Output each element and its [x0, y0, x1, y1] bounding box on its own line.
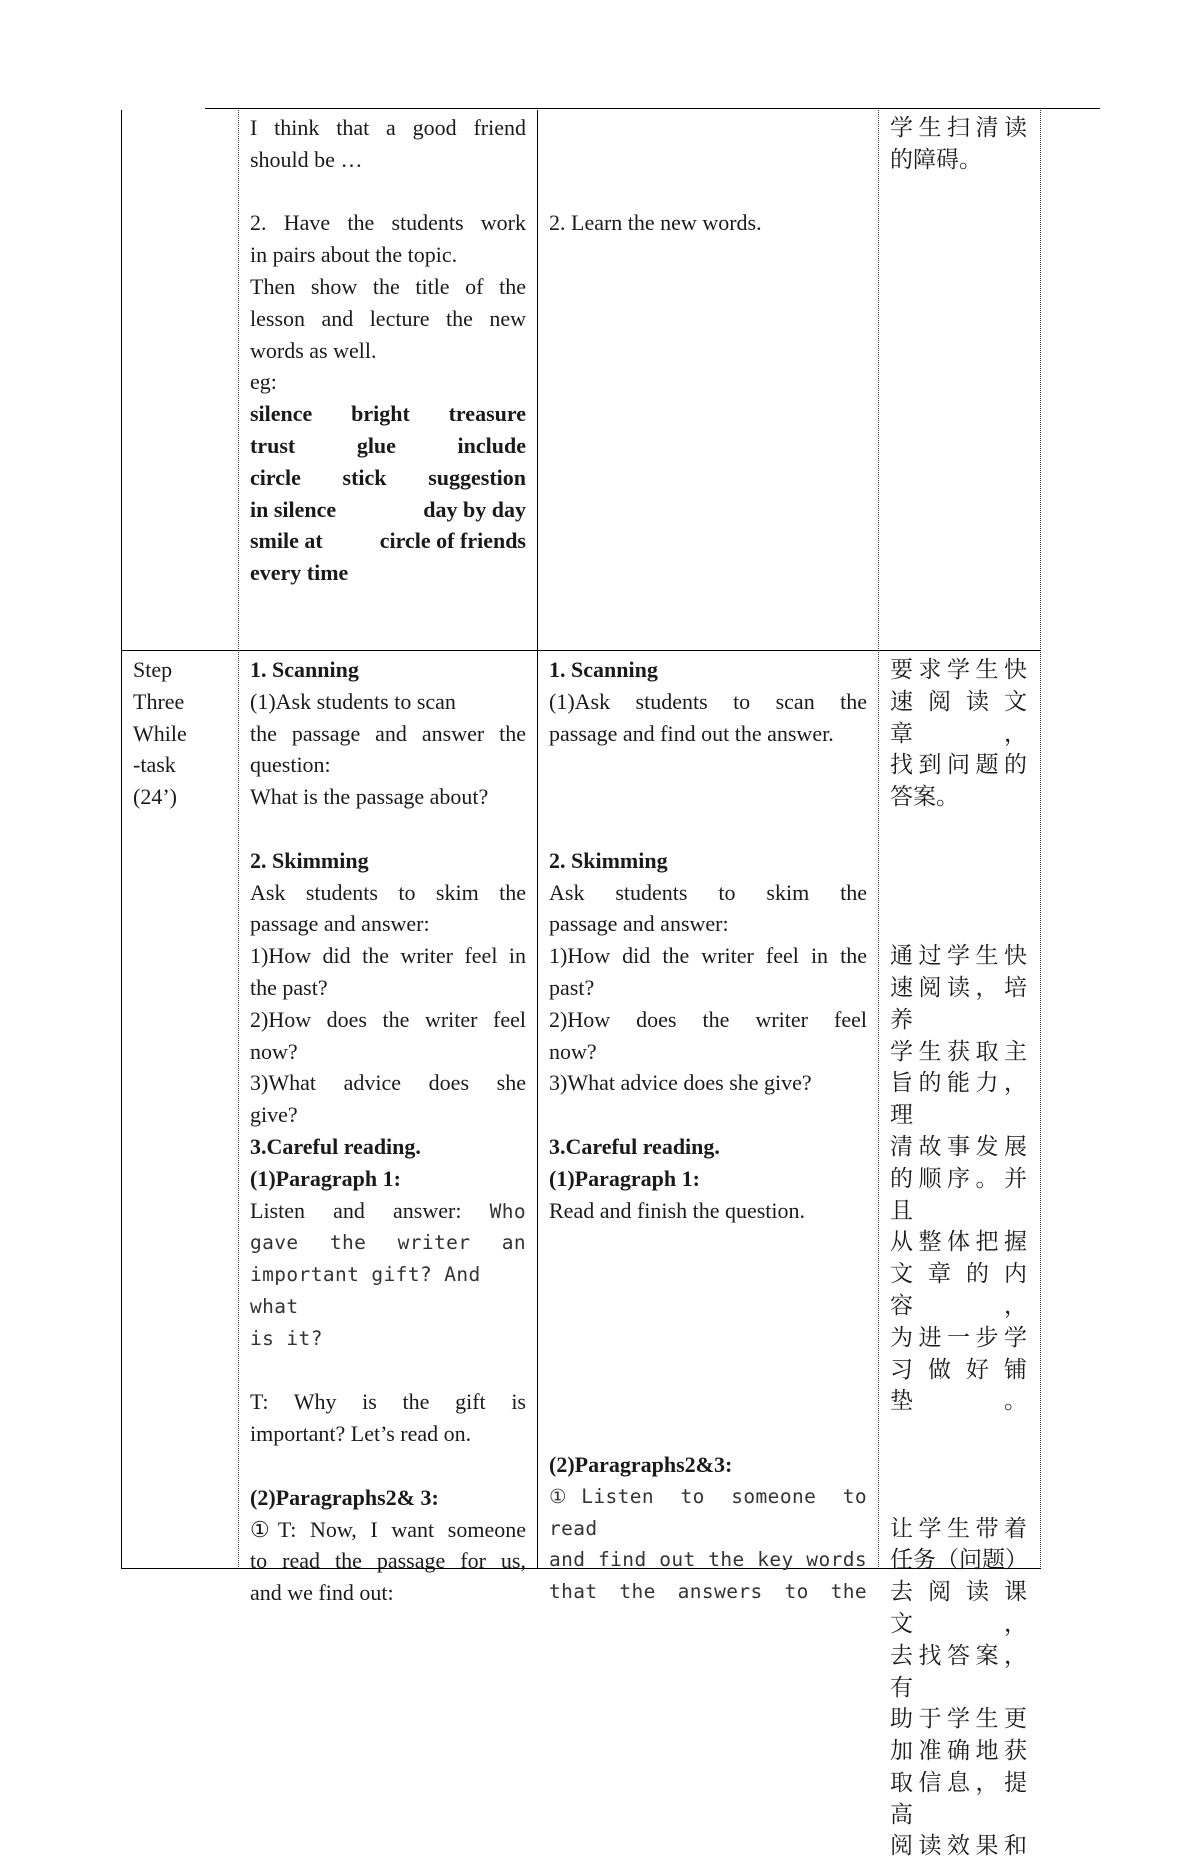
question-text-line: is it? [250, 1326, 323, 1350]
table-top-border [205, 108, 1100, 109]
student-text-line: and find out the key words [549, 1548, 867, 1572]
teacher-text-line: 1)How did the writer feel in [250, 943, 526, 969]
vocabulary-row [250, 462, 526, 494]
teacher-text-line: (1)Ask students to scan [250, 688, 456, 714]
vocabulary-list [250, 398, 526, 589]
purpose-text-line: 去找答案，有 [890, 1642, 1027, 1700]
vocabulary-row [250, 430, 526, 462]
vocabulary-row [250, 525, 526, 557]
purpose-text-line: 助于学生更 [890, 1706, 1027, 1732]
teacher-text-line: the past? [250, 974, 328, 1000]
section-subheading: (1)Paragraph 1: [549, 1165, 700, 1191]
question-text-span: Who [489, 1199, 527, 1223]
column-divider-2 [537, 110, 538, 1569]
purpose-text-line: 要求学生快 [890, 657, 1027, 682]
purpose-text-line: 习做好铺垫。 [890, 1356, 1027, 1414]
teacher-text-line: What is the passage about? [250, 784, 489, 810]
teacher-text-line: should be … [250, 146, 363, 172]
purpose-text-line: 取信息，提高 [890, 1769, 1027, 1827]
teacher-text-line: ①T: Now, I want someone [250, 1516, 526, 1542]
teacher-text-line: 3)What advice does she [250, 1070, 526, 1096]
vocabulary-word: glue [356, 432, 396, 458]
purpose-text-line: 清故事发展 [890, 1133, 1027, 1159]
example-label: eg: [250, 369, 277, 395]
section-heading: 2. Skimming [250, 847, 369, 873]
teacher-text-line: question: [250, 752, 331, 778]
row2-teacher-cell [250, 654, 526, 1609]
step-cell [133, 654, 233, 813]
vocabulary-word: silence [250, 401, 313, 427]
teacher-text-line: now? [250, 1038, 298, 1064]
purpose-text-line: 旨的能力，理 [890, 1070, 1027, 1128]
student-text-line: (1)Ask students to scan the [549, 688, 867, 714]
purpose-text-line: 答案。 [890, 784, 959, 810]
teacher-text-line: passage and answer: [250, 911, 430, 937]
question-text-line: important gift? And what [250, 1263, 481, 1318]
vocabulary-word: trust [250, 432, 296, 458]
vocabulary-row [250, 398, 526, 430]
teacher-text-line: important? Let’s read on. [250, 1421, 472, 1447]
teacher-text-line: and we find out: [250, 1580, 394, 1606]
student-text-line: Read and finish the question. [549, 1197, 806, 1223]
purpose-text-line: 找到问题的 [890, 752, 1027, 778]
student-text-line: 2. Learn the new words. [549, 210, 762, 235]
vocabulary-word: stick [342, 464, 387, 490]
section-subheading: (2)Paragraphs2& 3: [250, 1484, 439, 1510]
teacher-text-line: I think that a good friend [250, 115, 526, 140]
vocabulary-word: day by day [423, 496, 526, 522]
section-heading: 2. Skimming [549, 847, 668, 873]
vocabulary-word: bright [351, 401, 410, 427]
teacher-text-line: to read the passage for us, [250, 1548, 526, 1574]
teacher-text-span: Listen and answer: [250, 1197, 462, 1223]
student-text-line: passage and find out the answer. [549, 720, 834, 746]
teacher-text-line [250, 1195, 526, 1228]
student-text-line: 1)How did the writer feel in the [549, 943, 867, 969]
vocabulary-row [250, 494, 526, 526]
row2-purpose-cell [890, 654, 1027, 1862]
vocabulary-word: circle [250, 464, 301, 490]
section-subheading: (1)Paragraph 1: [250, 1165, 401, 1191]
vocabulary-word: every time [250, 560, 349, 586]
section-heading: 3.Careful reading. [549, 1133, 720, 1159]
teacher-text-line: Then show the title of the [250, 273, 526, 299]
teacher-text-line: 2. Have the students work [250, 210, 526, 236]
teacher-text-line: the passage and answer the [250, 720, 526, 746]
student-text-line: 3)What advice does she give? [549, 1070, 812, 1096]
purpose-text-line: 从整体把握 [890, 1229, 1027, 1255]
teacher-text-line: T: Why is the gift is [250, 1389, 526, 1415]
step-text-line: Three [133, 688, 185, 714]
table-right-border [1040, 110, 1041, 1569]
step-text-line: While [133, 720, 187, 746]
purpose-text-line: 学生获取主 [890, 1038, 1027, 1064]
purpose-text-line: 阅读效果和 [890, 1833, 1027, 1859]
section-subheading: (2)Paragraphs2&3: [549, 1451, 733, 1477]
student-text-line: past? [549, 974, 595, 1000]
purpose-text-line: 速阅读，培养 [890, 974, 1027, 1032]
purpose-text-line: 为进一步学 [890, 1324, 1027, 1350]
row1-teacher-cell [250, 112, 526, 589]
purpose-text-line: 去阅读课文， [890, 1579, 1027, 1636]
purpose-text-line: 让学生带着 [890, 1515, 1027, 1541]
column-divider-3 [878, 110, 879, 1569]
teacher-text-line: Ask students to skim the [250, 879, 526, 905]
section-heading: 3.Careful reading. [250, 1133, 421, 1159]
student-text-line: Ask students to skim the [549, 879, 867, 905]
teacher-text-line: 2)How does the writer feel [250, 1006, 526, 1032]
vocabulary-word: circle of friends [379, 528, 526, 554]
table-left-border [121, 110, 122, 1569]
question-text-line: gave the writer an [250, 1231, 526, 1255]
teacher-text-line: lesson and lecture the new [250, 305, 526, 331]
vocabulary-row [250, 557, 526, 589]
teacher-text-line: give? [250, 1102, 298, 1128]
student-text-line: that the answers to the [549, 1580, 867, 1604]
purpose-text-line: 加准确地获 [890, 1738, 1027, 1764]
step-text-line: -task [133, 752, 176, 778]
student-text-line: passage and answer: [549, 911, 729, 937]
purpose-text-line: 任务（问题） [890, 1547, 1028, 1573]
step-text-line: (24’) [133, 784, 177, 810]
purpose-text-line: 文章的内容， [890, 1261, 1027, 1318]
purpose-text-line: 的顺序。并且 [890, 1165, 1027, 1223]
student-text-line: ①Listen to someone to read [549, 1484, 867, 1540]
vocabulary-word: suggestion [428, 464, 526, 490]
purpose-text-line: 学生扫清读 [890, 115, 1027, 140]
row1-student-cell [549, 207, 867, 239]
vocabulary-word: in silence [250, 496, 337, 522]
section-heading: 1. Scanning [549, 657, 658, 682]
student-text-line: 2)How does the writer feel [549, 1006, 867, 1032]
purpose-text-line: 的障碍。 [890, 146, 982, 172]
section-heading: 1. Scanning [250, 657, 359, 682]
teacher-text-line: words as well. [250, 337, 377, 363]
row1-purpose-cell [890, 112, 1027, 176]
step-text-line: Step [133, 657, 173, 682]
column-divider-1 [238, 110, 239, 1569]
vocabulary-word: treasure [448, 401, 526, 427]
purpose-text-line: 通过学生快 [890, 943, 1027, 969]
row-divider [121, 650, 1041, 651]
row2-student-cell [549, 654, 867, 1608]
purpose-text-line: 速阅读文章， [890, 688, 1027, 746]
student-text-line: now? [549, 1038, 597, 1064]
teacher-text-line: in pairs about the topic. [250, 242, 458, 268]
vocabulary-word: include [457, 432, 526, 458]
vocabulary-word: smile at [250, 528, 323, 554]
